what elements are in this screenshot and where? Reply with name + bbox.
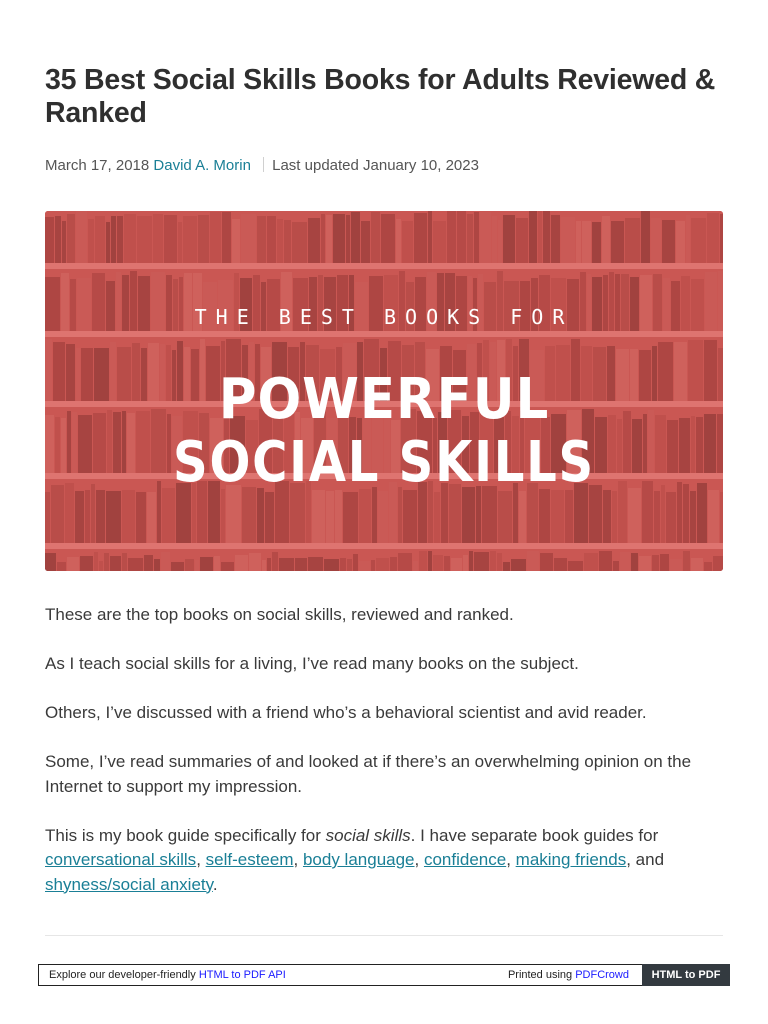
- link-confidence[interactable]: confidence: [423, 850, 507, 869]
- html-to-pdf-button[interactable]: HTML to PDF: [642, 964, 730, 986]
- paragraph: These are the top books on social skills, reviewed and ranked.: [45, 605, 514, 624]
- print-footer: [38, 964, 730, 986]
- link-shyness-social-anxiety[interactable]: shyness/social anxiety: [45, 874, 213, 894]
- paragraph: This is my book guide specifically for social skills. I have separate book guides for conversational skills, self-esteem, body language, confidence, making friends, and shyness/social anxiety.: [45, 825, 665, 894]
- footer-explore: [49, 969, 286, 981]
- hero-image: [45, 211, 723, 571]
- emphasis: social skills: [325, 825, 411, 845]
- footer-printed: [508, 969, 629, 981]
- text: and: [635, 850, 665, 869]
- hero-headline-line1: POWERFUL: [218, 365, 550, 432]
- last-updated: Last updated January 10, 2023: [272, 157, 479, 174]
- hero-headline-line2: SOCIAL SKILLS: [173, 430, 595, 495]
- link-self-esteem[interactable]: self-esteem: [205, 850, 294, 869]
- text: .: [212, 874, 218, 894]
- author-link[interactable]: David A. Morin: [153, 157, 251, 174]
- divider: [45, 935, 723, 936]
- hero-kicker: THE BEST BOOKS FOR: [194, 305, 574, 329]
- text: . I have separate book guides for: [410, 825, 659, 845]
- bookshelf-illustration: [45, 211, 723, 571]
- paragraph: Some, I’ve read summaries of and looked at if there’s an overwhelming opinion on the Internet to support my impression.: [45, 752, 692, 796]
- link-making-friends[interactable]: making friends: [515, 850, 627, 869]
- text: This is my book guide specifically for: [45, 825, 326, 845]
- footer-text: Printed using: [507, 969, 576, 981]
- footer-text: Explore our developer-friendly: [49, 969, 199, 981]
- link-body-language[interactable]: body language: [302, 850, 415, 869]
- article-body: [45, 603, 723, 922]
- link-conversational-skills[interactable]: conversational skills: [45, 850, 197, 869]
- page-title: 35 Best Social Skills Books for Adults Reviewed & Ranked: [45, 64, 716, 129]
- paragraph: As I teach social skills for a living, I’ve read many books on the subject.: [45, 654, 579, 673]
- article-meta: [45, 156, 479, 176]
- publish-date: March 17, 2018: [45, 157, 150, 174]
- html-to-pdf-api-link[interactable]: HTML to PDF API: [198, 969, 286, 981]
- pdfcrowd-link[interactable]: PDFCrowd: [575, 969, 629, 981]
- meta-divider: [263, 157, 264, 172]
- paragraph: Others, I’ve discussed with a friend who’s a behavioral scientist and avid reader.: [45, 703, 647, 722]
